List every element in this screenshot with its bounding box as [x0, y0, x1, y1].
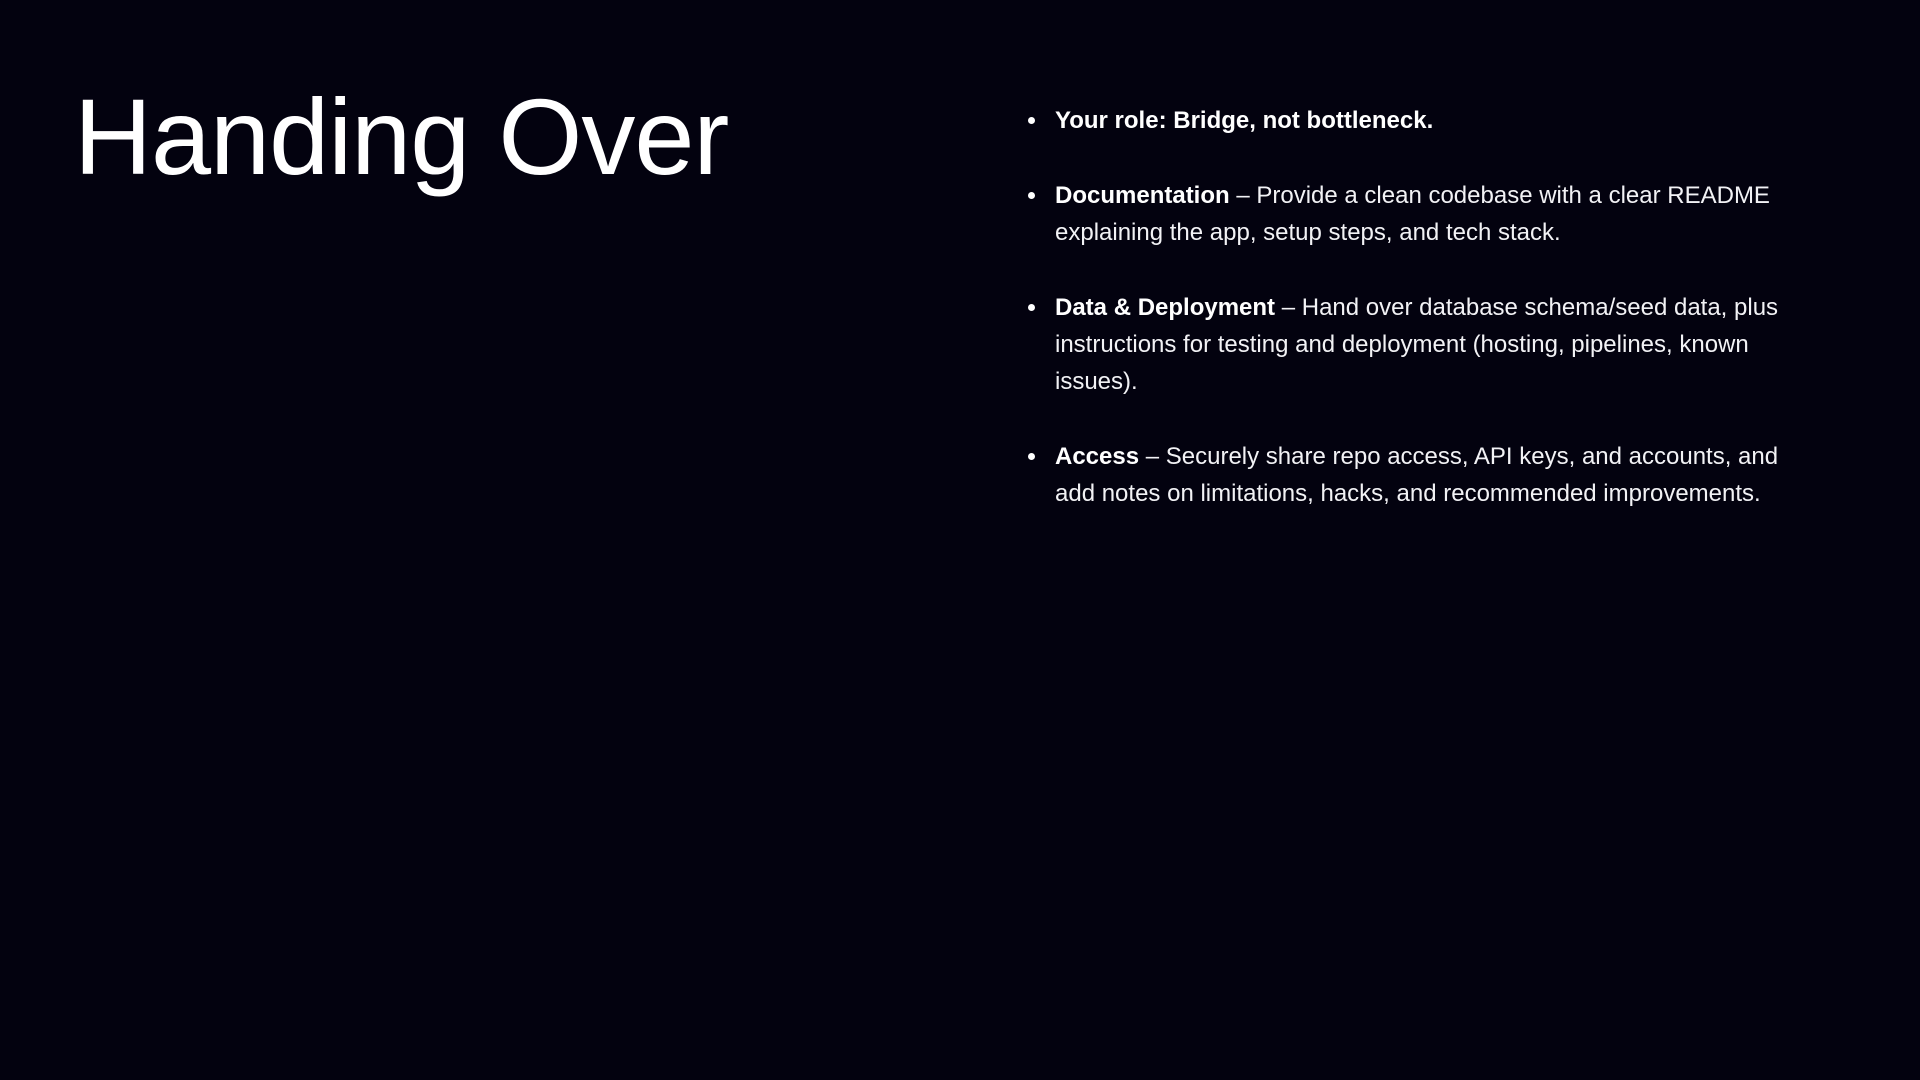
- bullet-body-text: – Hand over database schema/seed data, plus instructions for testing and deployment (hosting, pipelines, known issues).: [1055, 294, 1779, 395]
- bullet-item-documentation: [1055, 177, 1805, 251]
- bullet-bold-text: Access: [1055, 443, 1140, 470]
- slide-title: Handing Over: [74, 76, 729, 197]
- bullet-bold-text: Your role: Bridge, not bottleneck.: [1055, 107, 1434, 134]
- bullet-dot-icon: [1028, 453, 1035, 460]
- bullet-body-text: – Provide a clean codebase with a clear README explaining the app, setup steps, and tech stack.: [1055, 182, 1770, 246]
- bullet-dot-icon: [1028, 192, 1035, 199]
- bullet-item-data-deployment: [1055, 289, 1805, 400]
- bullet-dot-icon: [1028, 117, 1035, 124]
- bullet-dot-icon: [1028, 304, 1035, 311]
- bullet-bold-text: Data & Deployment: [1055, 294, 1276, 321]
- bullet-item-access: [1055, 438, 1805, 512]
- bullet-item-role: [1055, 102, 1805, 139]
- bullet-body-text: – Securely share repo access, API keys, and accounts, and add notes on limitations, hacks, and recommended improvements.: [1055, 443, 1779, 507]
- bullet-bold-text: Documentation: [1055, 182, 1230, 209]
- bullet-list: [1025, 102, 1805, 550]
